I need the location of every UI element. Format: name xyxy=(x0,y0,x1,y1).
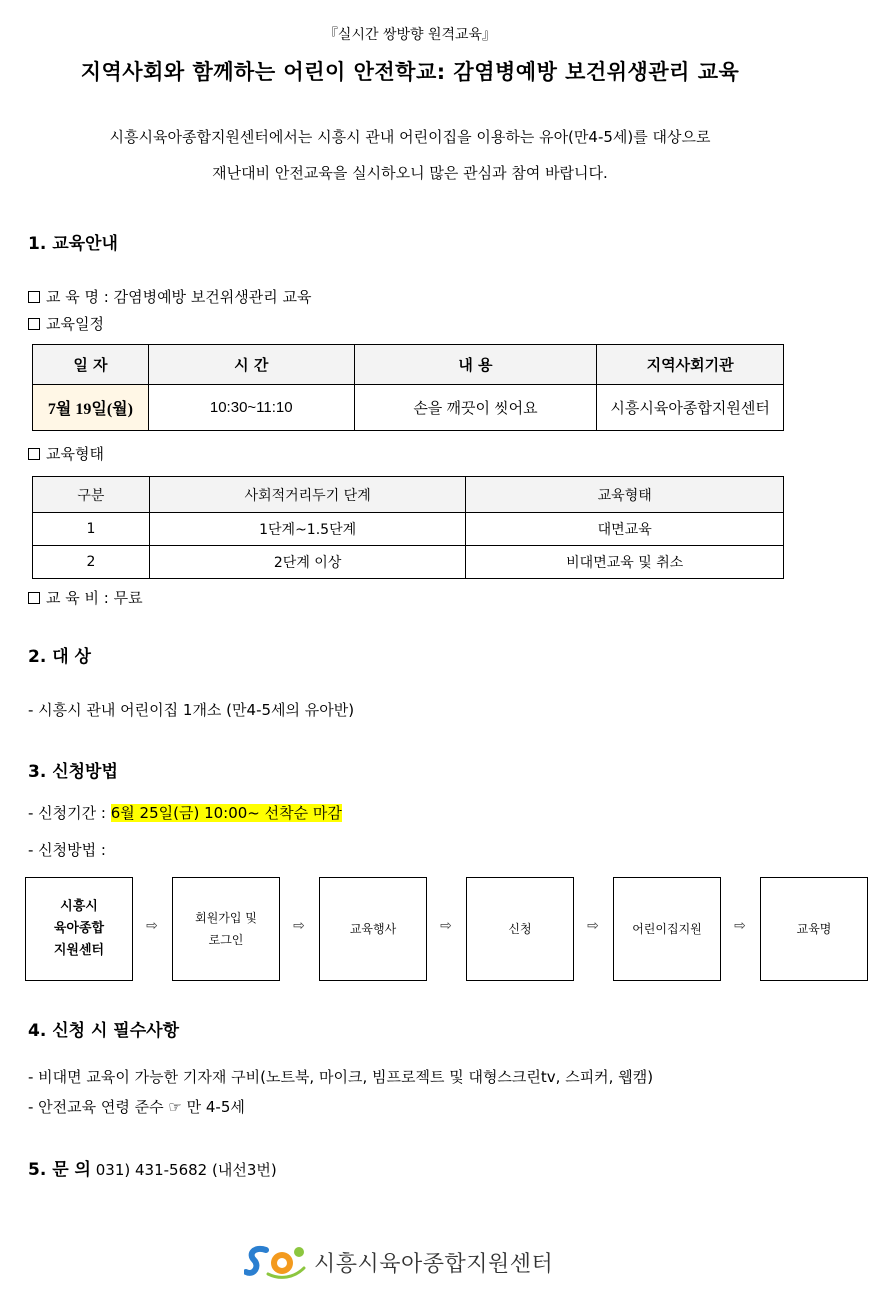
cell-category: 1 xyxy=(33,513,150,546)
checkbox-icon xyxy=(28,291,40,303)
step-label: 시흥시 육아종합 지원센터 xyxy=(53,899,105,958)
step-box-course-name xyxy=(760,877,868,981)
requirement-line-2: - 안전교육 연령 준수 ☞ 만 4-5세 xyxy=(28,1098,245,1116)
cell-date: 7월 19일(월) xyxy=(33,385,149,431)
checkbox-icon xyxy=(28,592,40,604)
cell-category: 2 xyxy=(33,546,150,579)
table-row xyxy=(33,513,784,546)
period-line xyxy=(28,802,342,823)
org-name: 시흥시육아종합지원센터 xyxy=(314,1251,554,1277)
org-logo-icon xyxy=(244,1244,308,1280)
section-2-heading: 2. 대 상 xyxy=(28,647,91,667)
period-value-highlight: 6월 25일(금) 10:00~ 선착순 마감 xyxy=(110,804,342,822)
table-row xyxy=(33,546,784,579)
fee-text: 교 육 비 : 무료 xyxy=(46,589,143,607)
step-label: 교육행사 xyxy=(349,922,397,936)
schedule-label: 교육일정 xyxy=(46,315,104,333)
cell-format: 대면교육 xyxy=(466,513,784,546)
cell-institution: 시흥시육아종합지원센터 xyxy=(597,385,784,431)
format-label-line xyxy=(28,443,104,464)
cell-format: 비대면교육 및 취소 xyxy=(466,546,784,579)
step-label: 교육명 xyxy=(796,922,832,936)
intro-line-2: 재난대비 안전교육을 실시하오니 많은 관심과 참여 바랍니다. xyxy=(212,164,608,182)
header-time: 시 간 xyxy=(148,345,354,385)
course-name-text: 교 육 명 : 감염병예방 보건위생관리 교육 xyxy=(46,288,312,306)
section-4-heading: 4. 신청 시 필수사항 xyxy=(28,1021,179,1041)
table-row xyxy=(33,385,784,431)
footer-logo xyxy=(244,1244,553,1280)
arrow-right-icon: ⇨ xyxy=(293,918,305,934)
course-name-line xyxy=(28,286,312,307)
step-box-center xyxy=(25,877,133,981)
header-institution: 지역사회기관 xyxy=(597,345,784,385)
checkbox-icon xyxy=(28,448,40,460)
header-format: 교육형태 xyxy=(466,477,784,513)
method-label: - 신청방법 : xyxy=(28,841,106,859)
fee-line xyxy=(28,587,143,608)
intro-line-1: 시흥시육아종합지원센터에서는 시흥시 관내 어린이집을 이용하는 유아(만4-5세)를 대상으로 xyxy=(109,128,711,146)
cell-time: 10:30~11:10 xyxy=(148,385,354,431)
step-label: 신청 xyxy=(508,922,532,936)
document-title: 지역사회와 함께하는 어린이 안전학교: 감염병예방 보건위생관리 교육 xyxy=(80,60,740,84)
section-5-heading: 5. 문 의 xyxy=(28,1160,91,1180)
step-label: 회원가입 및 로그인 xyxy=(195,911,257,947)
step-box-apply xyxy=(466,877,574,981)
arrow-right-icon: ⇨ xyxy=(587,918,599,934)
header-content: 내 용 xyxy=(354,345,597,385)
contact-number: 031) 431-5682 (내선3번) xyxy=(95,1161,277,1179)
contact-line xyxy=(28,1155,277,1180)
arrow-right-icon: ⇨ xyxy=(146,918,158,934)
document-subtitle: 『실시간 쌍방향 원격교육』 xyxy=(323,27,497,43)
step-box-login xyxy=(172,877,280,981)
checkbox-icon xyxy=(28,318,40,330)
cell-distancing-level: 2단계 이상 xyxy=(149,546,466,579)
header-category: 구분 xyxy=(33,477,150,513)
requirement-line-1: - 비대면 교육이 가능한 기자재 구비(노트북, 마이크, 빔프로젝트 및 대형스크린tv, 스피커, 웹캠) xyxy=(28,1068,654,1086)
header-distancing-level: 사회적거리두기 단계 xyxy=(149,477,466,513)
format-label: 교육형태 xyxy=(46,445,104,463)
cell-content: 손을 깨끗이 씻어요 xyxy=(354,385,597,431)
format-table xyxy=(32,476,784,579)
step-box-daycare-support xyxy=(613,877,721,981)
schedule-table xyxy=(32,344,784,431)
step-box-events xyxy=(319,877,427,981)
arrow-right-icon: ⇨ xyxy=(440,918,452,934)
format-header-row xyxy=(33,477,784,513)
cell-distancing-level: 1단계~1.5단계 xyxy=(149,513,466,546)
step-label: 어린이집지원 xyxy=(632,922,702,936)
section-1-heading: 1. 교육안내 xyxy=(28,234,118,254)
target-line: - 시흥시 관내 어린이집 1개소 (만4-5세의 유아반) xyxy=(28,701,355,719)
section-3-heading: 3. 신청방법 xyxy=(28,762,118,782)
arrow-right-icon: ⇨ xyxy=(734,918,746,934)
schedule-header-row xyxy=(33,345,784,385)
schedule-label-line xyxy=(28,313,104,334)
period-label: - 신청기간 : xyxy=(28,804,111,822)
header-date: 일 자 xyxy=(33,345,149,385)
